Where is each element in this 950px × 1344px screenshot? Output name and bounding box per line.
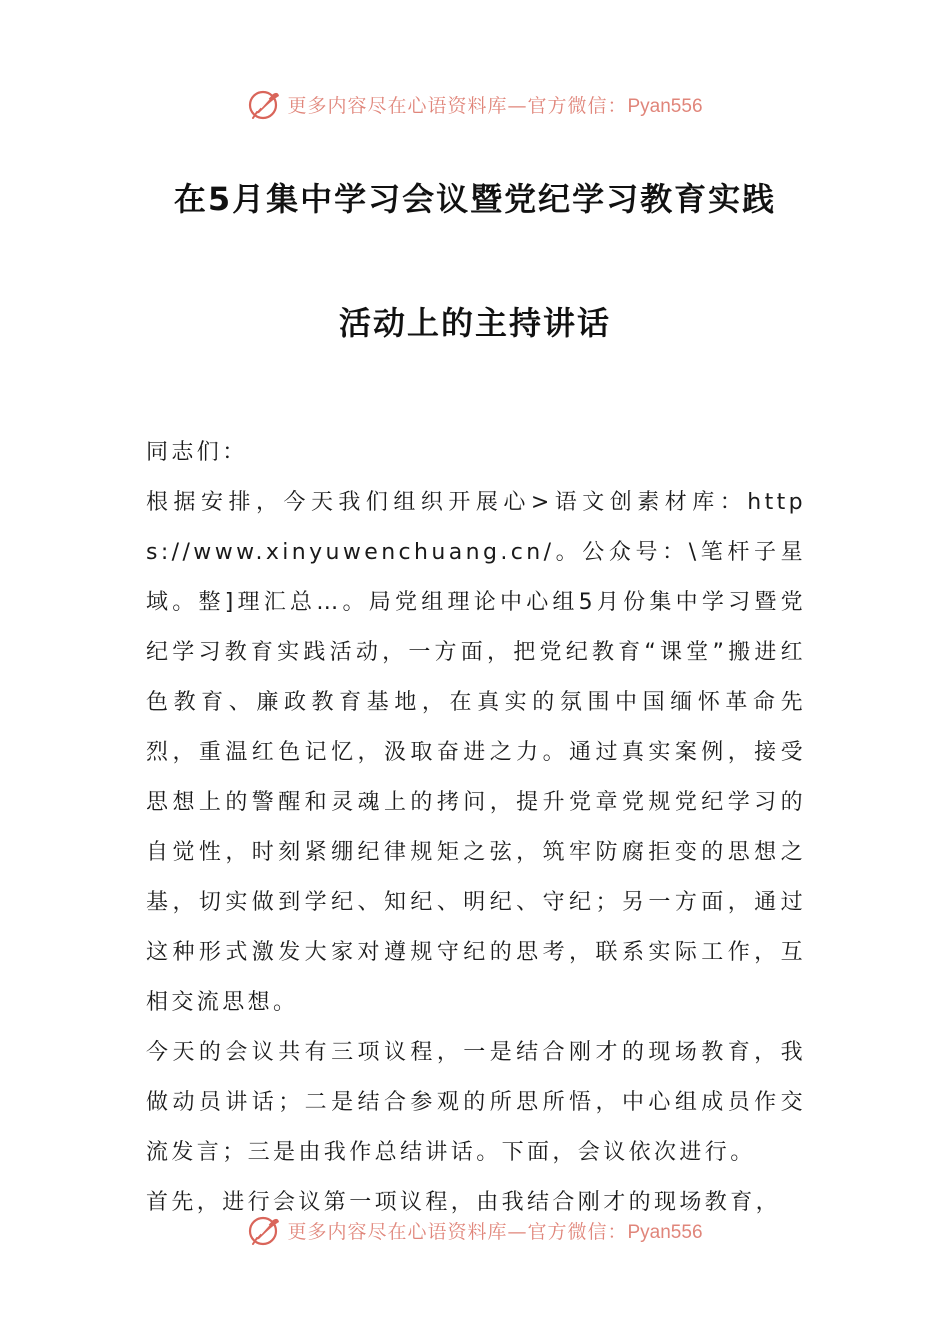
paragraph-salutation: 同志们： — [146, 440, 248, 465]
watermark-text: 更多内容尽在心语资料库—官方微信：Pyan556 — [287, 94, 703, 117]
paragraph: 根据安排，今天我们组织开展心>语文创素材库：https://www.xinyuwenchuang.cn/。公众号：\笔杆子星域。整]理汇总…。局党组理论中心组5月份集中学习暨党纪学习教育实践活动，一方面，把党纪教育“课堂”搬进红色教育、廉政教育基地，在真实的氛围中国缅怀革命先烈，重温红色记忆，汲取奋进之力。通过真实案例，接受思想上的警醒和灵魂上的拷问，提升党章党规党纪学习的自觉性，时刻紧绷纪律规矩之弦，筑牢防腐拒变的思想之基，切实做到学纪、知纪、明纪、守纪；另一方面，通过这种形式激发大家对遵规守纪的思考，联系实际工作，互相交流思想。 — [146, 490, 806, 1015]
document-body — [146, 428, 806, 1228]
document-title-line-1: 在5月集中学习会议暨党纪学习教育实践 — [173, 180, 777, 218]
paragraph: 今天的会议共有三项议程，一是结合刚才的现场教育，我做动员讲话；二是结合参观的所思所悟，中心组成员作交流发言；三是由我作总结讲话。下面，会议依次进行。 — [146, 1040, 806, 1165]
watermark-wechat-id: Pyan556 — [627, 1221, 703, 1243]
paragraph: 首先，进行会议第一项议程，由我结合刚才的现场教育， — [146, 1190, 782, 1215]
watermark-text: 更多内容尽在心语资料库—官方微信：Pyan556 — [287, 1220, 703, 1243]
header-watermark — [0, 84, 950, 124]
footer-watermark — [0, 1210, 950, 1250]
quill-pen-logo-icon — [247, 1212, 283, 1248]
quill-pen-logo-icon — [247, 86, 283, 122]
document-title-line-2: 活动上的主持讲话 — [338, 304, 611, 342]
watermark-wechat-id: Pyan556 — [627, 95, 703, 117]
